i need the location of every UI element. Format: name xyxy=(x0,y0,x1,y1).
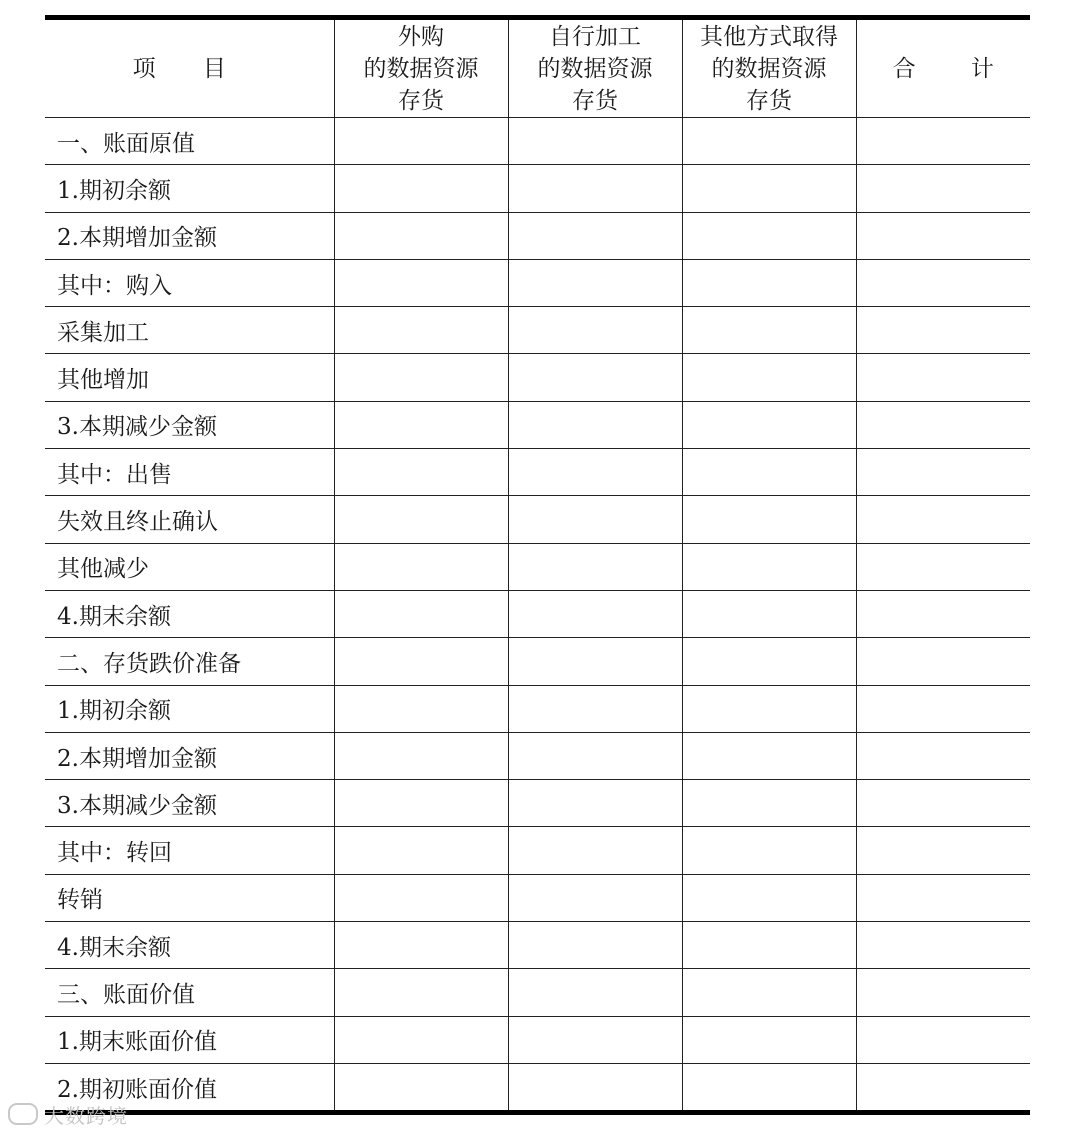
table-row xyxy=(45,449,1030,496)
cell-total xyxy=(856,543,1030,590)
cell-self-processed xyxy=(508,1016,682,1063)
cell-other-acquired xyxy=(682,922,856,969)
table-row xyxy=(45,496,1030,543)
table-row xyxy=(45,685,1030,732)
row-label: 三、账面价值 xyxy=(45,969,334,1016)
cell-purchased xyxy=(334,969,508,1016)
cell-total xyxy=(856,827,1030,874)
cell-other-acquired xyxy=(682,732,856,779)
table-row xyxy=(45,401,1030,448)
cell-other-acquired xyxy=(682,259,856,306)
cell-other-acquired xyxy=(682,874,856,921)
row-label: 失效且终止确认 xyxy=(45,496,334,543)
cell-purchased xyxy=(334,543,508,590)
table-row xyxy=(45,638,1030,685)
cell-other-acquired xyxy=(682,212,856,259)
watermark-text: 大数跨境 xyxy=(44,1104,128,1128)
table-row xyxy=(45,118,1030,165)
row-label: 4.期末余额 xyxy=(45,590,334,637)
header-line: 的数据资源 xyxy=(537,55,653,82)
cell-total xyxy=(856,259,1030,306)
cell-other-acquired xyxy=(682,1063,856,1112)
watermark xyxy=(8,1100,128,1129)
table-row xyxy=(45,874,1030,921)
header-item xyxy=(45,18,334,118)
cell-other-acquired xyxy=(682,685,856,732)
cell-self-processed xyxy=(508,685,682,732)
row-label: 1.期末账面价值 xyxy=(45,1016,334,1063)
cell-total xyxy=(856,922,1030,969)
cell-other-acquired xyxy=(682,118,856,165)
cell-self-processed xyxy=(508,590,682,637)
cell-purchased xyxy=(334,732,508,779)
cell-self-processed xyxy=(508,1063,682,1112)
cell-other-acquired xyxy=(682,307,856,354)
row-label: 采集加工 xyxy=(45,307,334,354)
row-label: 2.本期增加金额 xyxy=(45,212,334,259)
cell-self-processed xyxy=(508,780,682,827)
cell-total xyxy=(856,590,1030,637)
header-line: 的数据资源 xyxy=(711,55,827,82)
cell-self-processed xyxy=(508,259,682,306)
cell-purchased xyxy=(334,638,508,685)
cell-total xyxy=(856,1063,1030,1112)
row-label: 转销 xyxy=(45,874,334,921)
cell-other-acquired xyxy=(682,590,856,637)
cell-purchased xyxy=(334,449,508,496)
cell-total xyxy=(856,780,1030,827)
cell-purchased xyxy=(334,685,508,732)
cell-total xyxy=(856,496,1030,543)
cell-total xyxy=(856,449,1030,496)
header-line: 合 计 xyxy=(892,55,1018,82)
cell-self-processed xyxy=(508,543,682,590)
table-row xyxy=(45,780,1030,827)
cell-total xyxy=(856,638,1030,685)
row-label: 其他减少 xyxy=(45,543,334,590)
table-row xyxy=(45,259,1030,306)
row-label: 一、账面原值 xyxy=(45,118,334,165)
cell-total xyxy=(856,307,1030,354)
cell-purchased xyxy=(334,922,508,969)
row-label: 其中：转回 xyxy=(45,827,334,874)
header-line: 项 目 xyxy=(132,55,246,82)
table-row xyxy=(45,732,1030,779)
cell-total xyxy=(856,165,1030,212)
cell-purchased xyxy=(334,1016,508,1063)
cell-other-acquired xyxy=(682,827,856,874)
cell-total xyxy=(856,212,1030,259)
table-row xyxy=(45,969,1030,1016)
chat-bubble-icon xyxy=(8,1103,38,1125)
table-row xyxy=(45,212,1030,259)
row-label: 1.期初余额 xyxy=(45,685,334,732)
table-row xyxy=(45,543,1030,590)
row-label: 其中：购入 xyxy=(45,259,334,306)
cell-self-processed xyxy=(508,354,682,401)
header-line: 存货 xyxy=(398,87,444,114)
cell-total xyxy=(856,354,1030,401)
cell-other-acquired xyxy=(682,969,856,1016)
table-row xyxy=(45,354,1030,401)
cell-self-processed xyxy=(508,638,682,685)
row-label: 1.期初余额 xyxy=(45,165,334,212)
header-other-acquired xyxy=(682,18,856,118)
cell-purchased xyxy=(334,401,508,448)
cell-other-acquired xyxy=(682,543,856,590)
cell-purchased xyxy=(334,259,508,306)
header-line: 存货 xyxy=(572,87,618,114)
cell-purchased xyxy=(334,590,508,637)
header-line: 的数据资源 xyxy=(363,55,479,82)
cell-self-processed xyxy=(508,307,682,354)
cell-total xyxy=(856,1016,1030,1063)
cell-purchased xyxy=(334,118,508,165)
cell-total xyxy=(856,874,1030,921)
row-label: 其他增加 xyxy=(45,354,334,401)
header-line: 存货 xyxy=(746,87,792,114)
cell-purchased xyxy=(334,165,508,212)
table-row xyxy=(45,827,1030,874)
table-row xyxy=(45,165,1030,212)
row-label: 2.期初账面价值 xyxy=(57,1076,217,1103)
cell-other-acquired xyxy=(682,496,856,543)
cell-other-acquired xyxy=(682,638,856,685)
header-purchased xyxy=(334,18,508,118)
cell-other-acquired xyxy=(682,401,856,448)
header-line: 其他方式取得 xyxy=(700,23,838,50)
table-row xyxy=(45,1063,1030,1112)
cell-self-processed xyxy=(508,165,682,212)
row-label: 3.本期减少金额 xyxy=(45,780,334,827)
header-self-processed xyxy=(508,18,682,118)
data-resource-inventory-table xyxy=(45,15,1030,1115)
table-body xyxy=(45,118,1030,1113)
cell-total xyxy=(856,732,1030,779)
cell-other-acquired xyxy=(682,780,856,827)
table-row xyxy=(45,922,1030,969)
cell-purchased xyxy=(334,780,508,827)
cell-purchased xyxy=(334,827,508,874)
cell-other-acquired xyxy=(682,354,856,401)
header-line: 自行加工 xyxy=(549,23,641,50)
cell-purchased xyxy=(334,496,508,543)
cell-self-processed xyxy=(508,827,682,874)
cell-purchased xyxy=(334,354,508,401)
cell-self-processed xyxy=(508,969,682,1016)
cell-self-processed xyxy=(508,212,682,259)
cell-total xyxy=(856,969,1030,1016)
cell-purchased xyxy=(334,307,508,354)
row-label: 2.本期增加金额 xyxy=(45,732,334,779)
row-label: 3.本期减少金额 xyxy=(45,401,334,448)
table-row xyxy=(45,590,1030,637)
cell-total xyxy=(856,118,1030,165)
header-line: 外购 xyxy=(398,23,444,50)
table-row xyxy=(45,1016,1030,1063)
cell-self-processed xyxy=(508,874,682,921)
cell-purchased xyxy=(334,212,508,259)
row-label: 二、存货跌价准备 xyxy=(45,638,334,685)
row-label: 4.期末余额 xyxy=(45,922,334,969)
cell-self-processed xyxy=(508,401,682,448)
cell-other-acquired xyxy=(682,1016,856,1063)
header-total xyxy=(856,18,1030,118)
row-label: 其中：出售 xyxy=(45,449,334,496)
cell-self-processed xyxy=(508,922,682,969)
cell-total xyxy=(856,401,1030,448)
cell-other-acquired xyxy=(682,165,856,212)
cell-self-processed xyxy=(508,496,682,543)
cell-total xyxy=(856,685,1030,732)
cell-other-acquired xyxy=(682,449,856,496)
cell-purchased xyxy=(334,1063,508,1112)
cell-self-processed xyxy=(508,449,682,496)
cell-self-processed xyxy=(508,118,682,165)
cell-self-processed xyxy=(508,732,682,779)
cell-purchased xyxy=(334,874,508,921)
table-header xyxy=(45,18,1030,118)
header-row xyxy=(45,18,1030,118)
table-row xyxy=(45,307,1030,354)
